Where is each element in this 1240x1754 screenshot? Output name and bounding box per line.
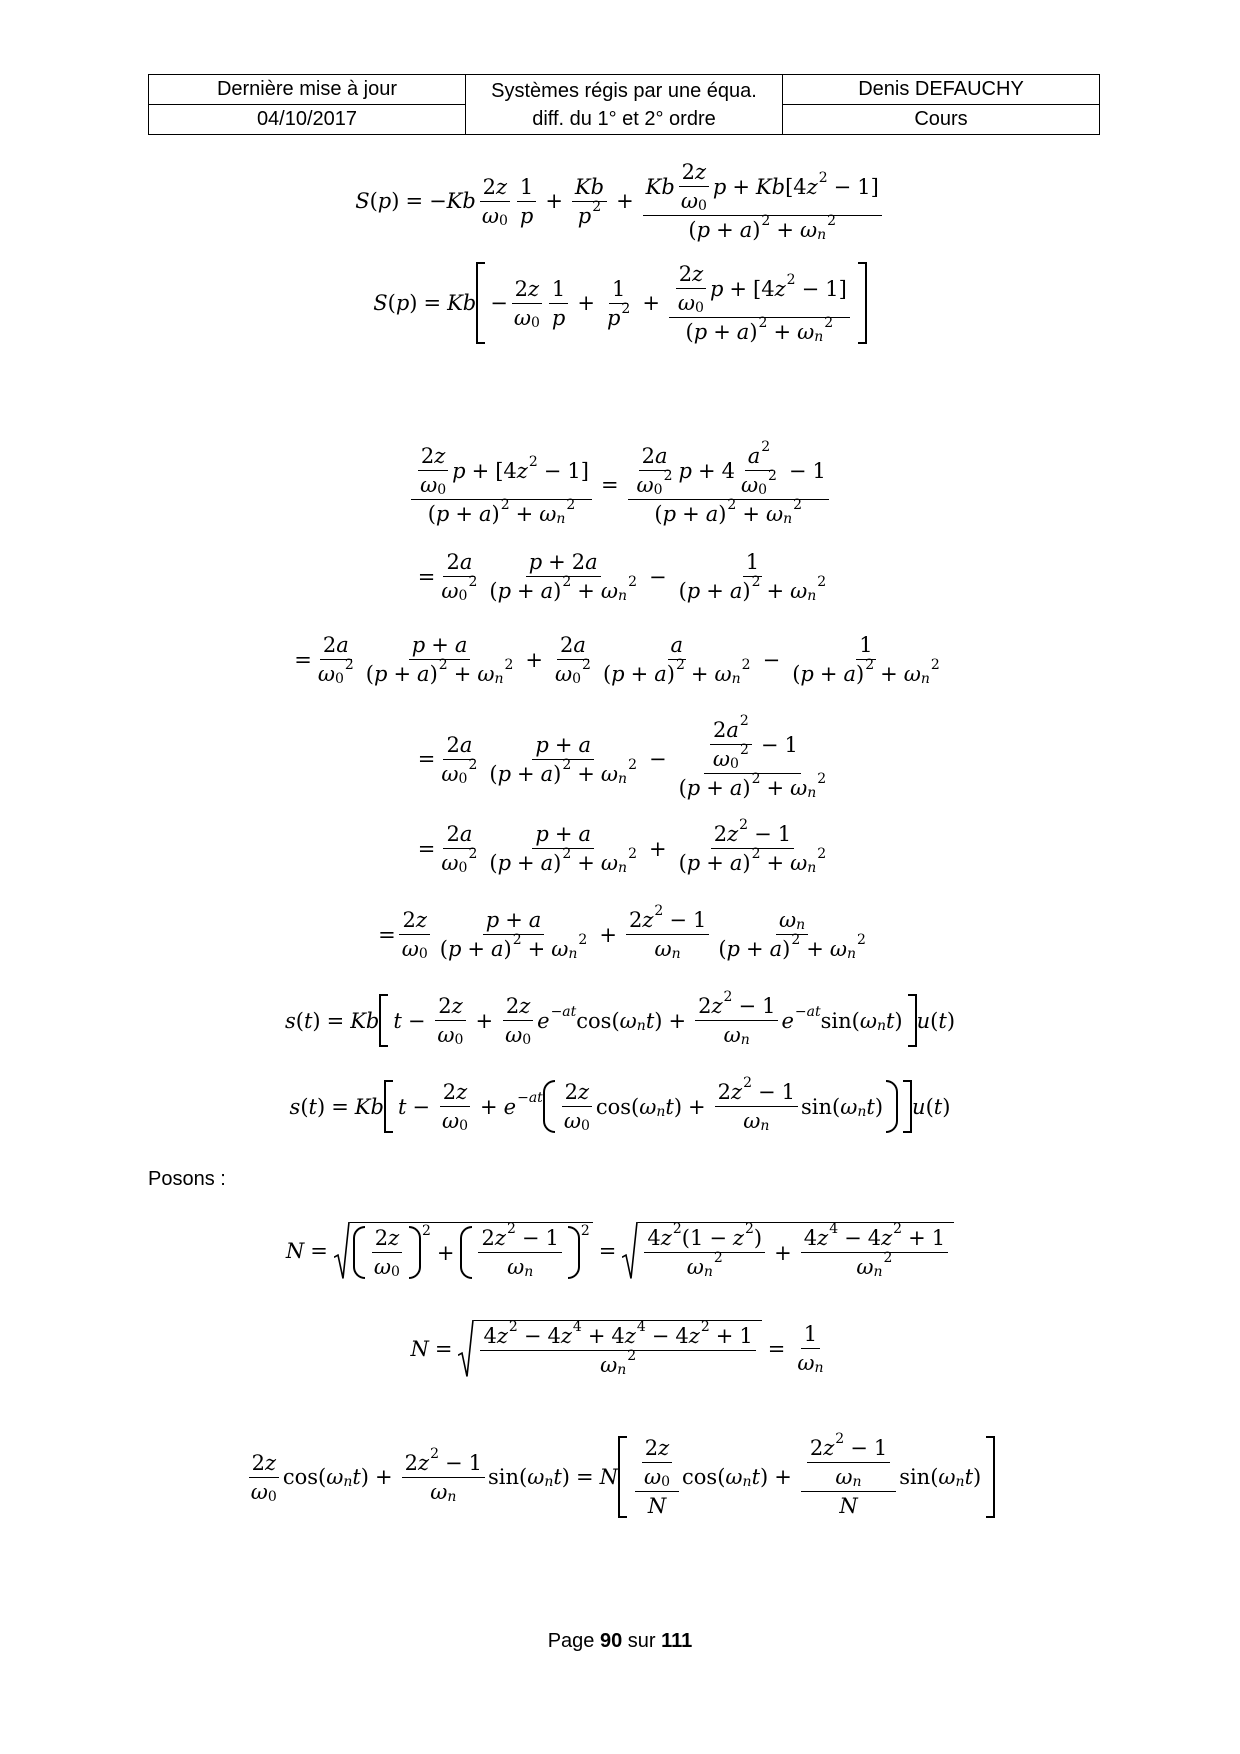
equation-N-factorization: 2 z ω 0 cos( ω n t ) + 2 z 2 − 1 ω n sin( ω n t ) = N 2 z ω 0 N cos( ω n t ) + 2 z 2 − 1 ω n N sin( ω n t ) bbox=[0, 1436, 1240, 1518]
subject-line-1: Systèmes régis par une équa. bbox=[491, 79, 757, 102]
equation-S-factored: S ( p ) = Kb − 2 z ω 0 1 p + 1 p 2 + 2 z ω 0 p + [4 z 2 − 1] ( p + a ) 2 + ω n 2 bbox=[0, 262, 1240, 344]
equation-rewrite-5: = 2 a ω 0 2 p + a ( p + a ) 2 + ω n 2 + 2 z 2 − 1 ( p + a ) 2 + ω n 2 bbox=[417, 817, 827, 876]
equation-s-t-1: s ( t ) = Kb t − 2 z ω 0 + 2 z ω 0 e −at cos( ω n t ) + 2 z 2 − 1 ω n e −at sin( ω n t ) u ( t ) bbox=[284, 989, 956, 1048]
equation-s-t-2: s ( t ) = Kb t − 2 z ω 0 + e −at 2 z ω 0 cos( ω n t ) + 2 z 2 − 1 ω n sin( ω n t ) u ( t ) bbox=[289, 1075, 951, 1134]
equation-N-definition: N = 2 z ω 0 2 + 2 z 2 − 1 ω n 2 = 4 z 2 (1 − z 2 ) ω n 2 + 4 z 4 − 4 z 2 + 1 ω n 2 bbox=[0, 1222, 1240, 1279]
date-cell: 04/10/2017 bbox=[149, 105, 466, 135]
author-cell: Denis DEFAUCHY bbox=[783, 75, 1100, 105]
equation-rewrite-1: 2 z ω 0 p + [4 z 2 − 1] ( p + a ) 2 + ω n 2 = 2 a ω 0 2 p + 4 a 2 ω 0 2 − 1 ( p + a ) 2 + ω n 2 bbox=[0, 444, 1240, 526]
equation-rewrite-2: = 2 a ω 0 2 p + 2 a ( p + a ) 2 + ω n 2 − 1 ( p + a ) 2 + ω n 2 bbox=[417, 550, 827, 604]
page-separator: sur bbox=[627, 1630, 656, 1652]
last-update-label: Dernière mise à jour bbox=[149, 75, 466, 105]
doc-type-cell: Cours bbox=[783, 105, 1100, 135]
subject-cell bbox=[466, 75, 783, 135]
page-total: 111 bbox=[661, 1630, 693, 1652]
equation-rewrite-3: = 2 a ω 0 2 p + a ( p + a ) 2 + ω n 2 + 2 a ω 0 2 a ( p + a ) 2 + ω n 2 − 1 ( p + a ) 2 + ω n 2 bbox=[294, 633, 940, 687]
page-prefix: Page bbox=[547, 1630, 595, 1652]
page-footer bbox=[0, 1630, 1240, 1653]
document-header-table bbox=[148, 74, 1100, 135]
subject-line-2: diff. du 1° et 2° ordre bbox=[532, 107, 716, 130]
equation-S-expanded: S ( p ) = − Kb 2 z ω 0 1 p + Kb p 2 + Kb 2 z ω 0 p + Kb [4 z 2 − 1] ( p + a ) 2 + ω n 2 bbox=[0, 160, 1240, 242]
posons-label: Posons : bbox=[148, 1168, 226, 1190]
equation-N-result: N = 4 z 2 − 4 z 4 + 4 z 4 − 4 z 2 + 1 ω n 2 = 1 ω n bbox=[410, 1319, 824, 1378]
equation-rewrite-4: = 2 a ω 0 2 p + a ( p + a ) 2 + ω n 2 − 2 a 2 ω 0 2 − 1 ( p + a ) 2 + ω n 2 bbox=[417, 713, 827, 801]
page-number: 90 bbox=[599, 1630, 623, 1652]
equation-rewrite-6: = 2 z ω 0 p + a ( p + a ) 2 + ω n 2 + 2 z 2 − 1 ω n ω n ( p + a ) 2 + ω n 2 bbox=[378, 903, 866, 962]
